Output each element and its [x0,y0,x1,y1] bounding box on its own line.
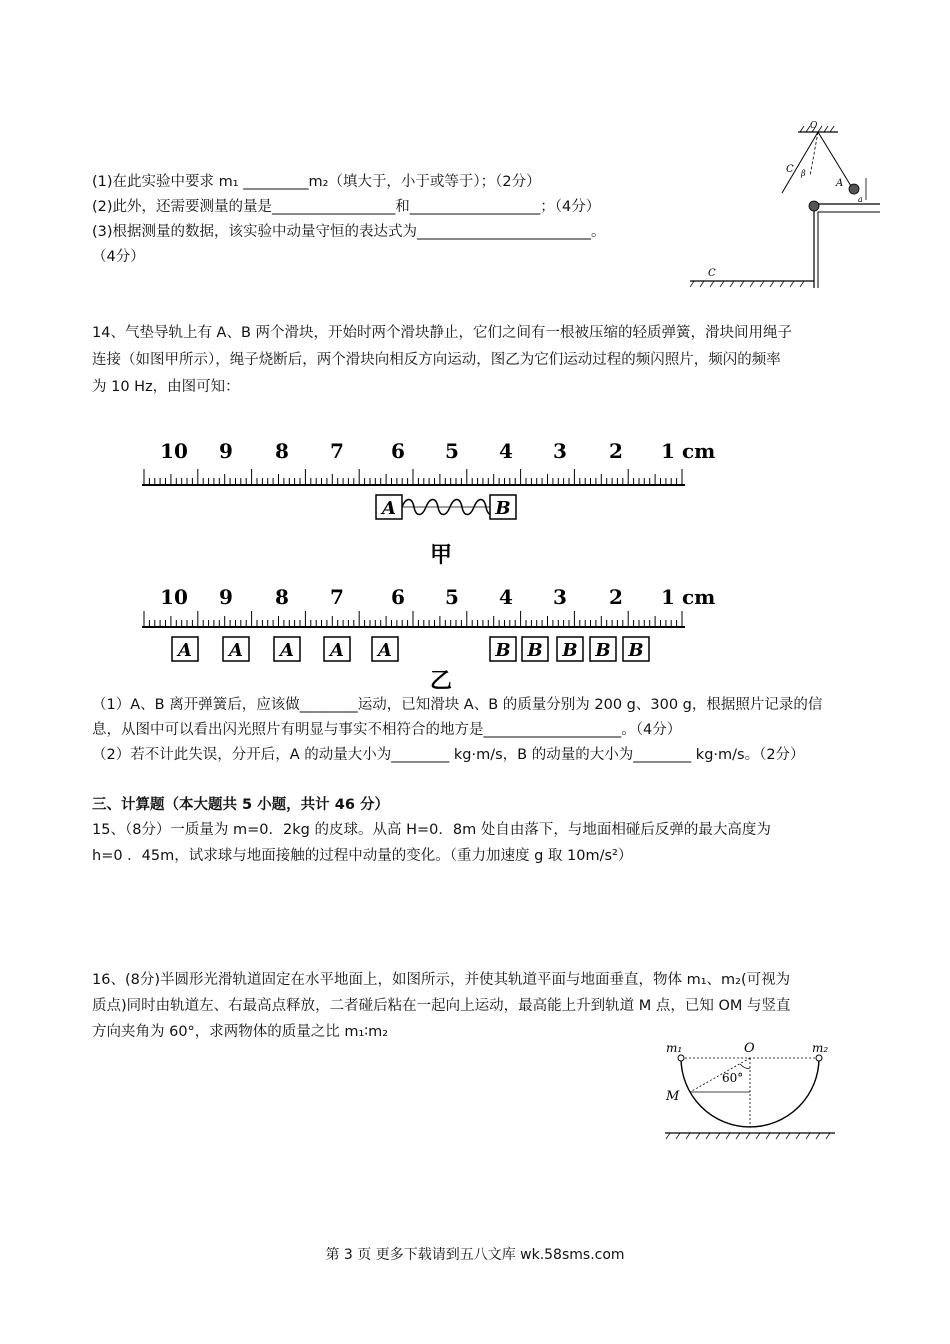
caption-yi: 乙 [429,669,453,690]
tick-label-2: 2 [609,439,623,463]
q16-line-1: 16、(8分)半圆形光滑轨道固定在水平地面上，如图所示，并使其轨道平面与地面垂直，物体 m₁、m₂(可视为 [92,972,791,988]
tick-label-2: 2 [609,585,623,609]
label-m2: m₂ [812,1041,829,1055]
q16-line-3: 方向夹角为 60°，求两物体的质量之比 m₁∶m₂ [92,1024,389,1040]
slider-b-label: B [527,640,543,661]
slider-b-label: B [495,640,511,661]
slider-b-frames [490,637,649,661]
q13-line-4: （4分） [92,249,145,265]
slider-a-label: A [229,640,243,661]
q14-intro-1: 14、气垫导轨上有 A、B 两个滑块，开始时两个滑块静止，它们之间有一根被压缩的轻质弹簧，滑块间用绳子 [92,325,793,341]
tick-label-3: 3 [553,439,567,463]
tick-label-4: 4 [499,585,513,609]
q13-line-3: (3)根据测量的数据，该实验中动量守恒的表达式为________________________。 [92,224,606,240]
slider-b-label: B [562,640,578,661]
slider-a-frames [172,637,398,661]
tick-label-8: 8 [275,439,289,463]
label-c-ground: C [708,268,716,279]
mass-m2 [816,1055,822,1061]
tick-label-4: 4 [499,439,513,463]
tick-label-6: 6 [391,439,405,463]
slider-a-label: A [382,498,396,519]
label-60: 60° [722,1071,744,1085]
tick-label-6: 6 [391,585,405,609]
tick-label-5: 5 [445,439,459,463]
page-footer: 第 3 页 更多下载请到五八文库 wk.58sms.com [325,1247,625,1263]
tick-label-10: 10 [160,585,188,609]
tick-label-7: 7 [330,585,344,609]
semicircle-track-figure [660,1036,840,1142]
slider-a-label: A [378,640,392,661]
unit-label: cm [682,439,716,463]
pendulum-figure [690,118,880,288]
unit-label: cm [682,585,716,609]
label-o: O [810,121,818,131]
mass-m1 [678,1055,684,1061]
q16-line-2: 质点)同时由轨道左、右最高点释放，二者碰后粘在一起向上运动，最高能上升到轨道 M 点，已知 OM 与竖直 [92,998,791,1014]
tick-label-3: 3 [553,585,567,609]
q14-intro-2: 连接（如图甲所示），绳子烧断后，两个滑块向相反方向运动，图乙为它们运动过程的频闪照片，频闪的频率 [92,352,781,368]
q13-line-1: (1)在此实验中要求 m₁ _________m₂（填大于，小于或等于）；（2分） [92,174,541,190]
label-a: A [836,178,844,189]
tick-label-9: 9 [219,585,233,609]
q15-line-2: h=0 ．45m，试求球与地面接触的过程中动量的变化。（重力加速度 g 取 10m/s²） [92,848,633,864]
tick-label-7: 7 [330,439,344,463]
label-m1: m₁ [666,1041,683,1055]
tick-label-5: 5 [445,585,459,609]
slider-a-label: A [178,640,192,661]
ruler-figure-jia [130,430,720,570]
label-beta: β [801,169,806,178]
slider-b-label: B [628,640,644,661]
q13-line-2: (2)此外，还需要测量的量是_________________和__________________；（4分） [92,199,601,215]
tick-label-1: 1 [661,585,675,609]
q14-question-1a: （1）A、B 离开弹簧后，应该做________运动，已知滑块 A、B 的质量分别为 200 g、300 g，根据照片记录的信 [92,697,823,713]
tick-label-9: 9 [219,439,233,463]
q15-line-1: 15、（8分）一质量为 m=0．2kg 的皮球。从高 H=0．8m 处自由落下，与地面相碰后反弹的最大高度为 [92,822,771,838]
label-alpha: a [858,195,863,204]
label-o: O [744,1041,755,1056]
label-m: M [666,1089,680,1104]
slider-a-label: A [280,640,294,661]
slider-b-label: B [495,498,511,519]
tick-label-10: 10 [160,439,188,463]
tick-label-8: 8 [275,585,289,609]
ruler-figure-yi [130,578,720,690]
q14-intro-3: 为 10 Hz，由图可知： [92,379,240,395]
q14-question-1b: 息，从图中可以看出闪光照片有明显与事实不相符合的地方是___________________。（4分） [92,722,682,738]
q14-question-2: （2）若不计此失误，分开后，A 的动量大小为________ kg·m/s，B 的动量的大小为________ kg·m/s。（2分） [92,747,805,763]
slider-a-label: A [330,640,344,661]
caption-jia: 甲 [429,543,453,568]
slider-b-label: B [595,640,611,661]
tick-label-1: 1 [661,439,675,463]
ruler-tick-labels [160,439,715,463]
label-c: C [786,164,794,175]
section3-title: 三、计算题（本大题共 5 小题，共计 46 分） [92,797,389,813]
